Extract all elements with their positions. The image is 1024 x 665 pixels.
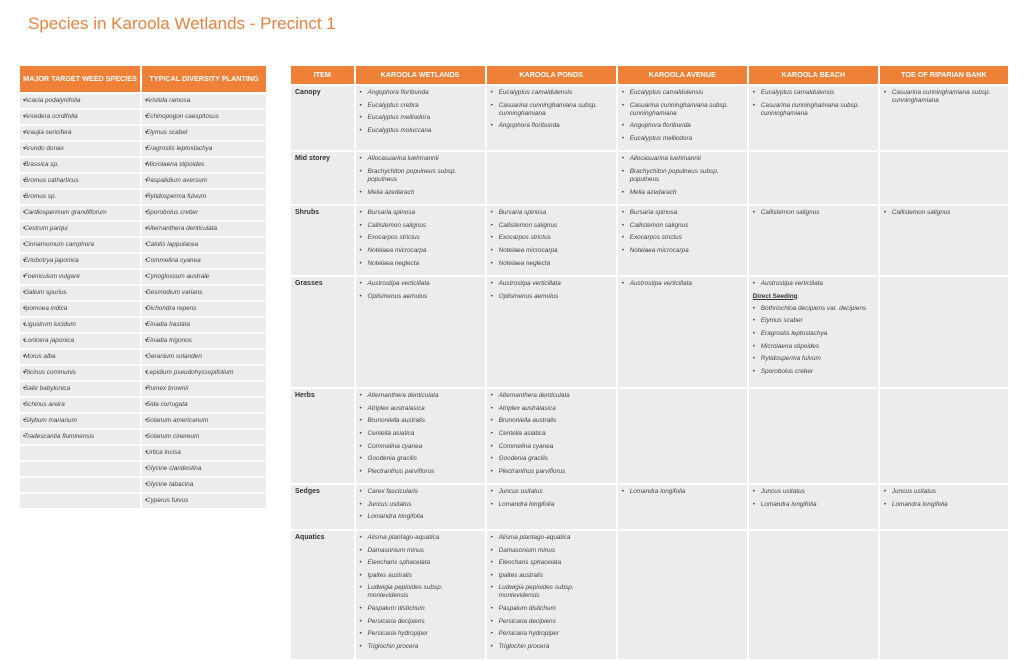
- header-karoola-beach: KAROOLA BEACH: [749, 66, 878, 84]
- weed-species-cell: • Bromus catharticus: [20, 174, 140, 188]
- weed-species-cell: • Cinnamomum camphora: [20, 238, 140, 252]
- weed-species-cell: • Bromus sp.: [20, 190, 140, 204]
- weed-species-cell: • Eriobotrya japonica: [20, 254, 140, 268]
- species-list: [884, 488, 1004, 509]
- cell-avenue: [618, 389, 747, 483]
- weed-species-cell: • Anredera cordifolia: [20, 110, 140, 124]
- cell-wetlands: [356, 152, 485, 204]
- cell-avenue: [618, 485, 747, 529]
- weed-species-cell: • Cestrum parqui: [20, 222, 140, 236]
- planting-species-cell: • Geranium solanderi: [142, 350, 266, 364]
- cell-ponds: [487, 389, 616, 483]
- list-item: • Carex fascicularis: [360, 488, 481, 496]
- cell-beach: [749, 86, 878, 150]
- list-item: • Casuarina cunninghamiana subsp. cunninghamiana: [753, 102, 874, 118]
- planting-species-cell: • Paspalidium aversum: [142, 174, 266, 188]
- planting-species-cell: • Glycine clandestina: [142, 462, 266, 476]
- table-row: [20, 126, 266, 140]
- list-item: • Eucalyptus crebra: [360, 102, 481, 110]
- weed-species-cell: • Acacia podalyriifolia: [20, 94, 140, 108]
- list-item: • Callistemon salignus: [360, 222, 481, 230]
- cell-beach: [749, 531, 878, 659]
- list-item: • Damasonium minus: [491, 547, 612, 555]
- planting-species-cell: • Elymus scaber: [142, 126, 266, 140]
- list-item: • Sporobolus creber: [753, 368, 874, 376]
- species-list: [491, 488, 612, 509]
- list-item: • Brachychiton populneus subsp. populneus: [622, 168, 743, 184]
- list-item: • Allocasuarina luehmannii: [622, 155, 743, 163]
- list-item: • Microlaena stipoides: [753, 343, 874, 351]
- species-table: [289, 64, 1010, 661]
- table-row: [20, 318, 266, 332]
- cell-riparian: [880, 277, 1008, 387]
- list-item: • Juncus usitatus: [491, 488, 612, 496]
- cell-beach: [749, 485, 878, 529]
- table-row: [20, 94, 266, 108]
- header-karoola-avenue: KAROOLA AVENUE: [618, 66, 747, 84]
- cell-avenue: [618, 152, 747, 204]
- list-item: • Notelaea neglecta: [360, 260, 481, 268]
- weed-species-cell: • Cardiospermum grandiflorum: [20, 206, 140, 220]
- weed-species-cell: • Morus alba: [20, 350, 140, 364]
- list-item: • Atriplex australasica: [360, 405, 481, 413]
- item-label: Aquatics: [291, 531, 354, 659]
- list-item: • Paspalum distichum: [491, 605, 612, 613]
- list-item: • Lomandra longifolia: [884, 501, 1004, 509]
- cell-avenue: [618, 86, 747, 150]
- list-item: • Plectranthus parviflorus: [491, 468, 612, 476]
- item-label: Canopy: [291, 86, 354, 150]
- cell-beach: [749, 277, 878, 387]
- cell-beach: [749, 206, 878, 275]
- weed-species-cell: • Araujia sericifera: [20, 126, 140, 140]
- cell-avenue: [618, 531, 747, 659]
- list-item: • Atriplex australasica: [491, 405, 612, 413]
- planting-species-cell: • Solanum cinereum: [142, 430, 266, 444]
- cell-ponds: [487, 206, 616, 275]
- cell-riparian: [880, 531, 1008, 659]
- table-row: [20, 446, 266, 460]
- list-item: • Callistemon salignus: [491, 222, 612, 230]
- species-list: [491, 89, 612, 130]
- list-item: • Angophora floribunda: [491, 122, 612, 130]
- species-list: [622, 89, 743, 143]
- item-label: Shrubs: [291, 206, 354, 275]
- weed-species-cell: • Galium spurius: [20, 286, 140, 300]
- list-item: • Juncus usitatus: [884, 488, 1004, 496]
- planting-species-cell: • Rumex brownii: [142, 382, 266, 396]
- list-item: • Rytidosperma fulvum: [753, 355, 874, 363]
- list-item: • Goodenia gracilis: [360, 455, 481, 463]
- weed-species-cell: [20, 462, 140, 476]
- cell-wetlands: [356, 531, 485, 659]
- cell-ponds: [487, 485, 616, 529]
- planting-species-cell: • Cynoglossum australe: [142, 270, 266, 284]
- list-item: • Bursaria spinosa: [491, 209, 612, 217]
- header-karoola-wetlands: KAROOLA WETLANDS: [356, 66, 485, 84]
- species-list: [360, 155, 481, 196]
- cell-avenue: [618, 206, 747, 275]
- species-list: [360, 392, 481, 476]
- list-item: • Notelaea neglecta: [491, 260, 612, 268]
- planting-species-cell: • Urtica incisa: [142, 446, 266, 460]
- list-item: • Alternanthera denticulata: [491, 392, 612, 400]
- planting-species-cell: • Cyperus fulvus: [142, 494, 266, 508]
- list-item: • Ludwigia peploides subsp. montevidensis: [360, 584, 481, 600]
- planting-species-cell: • Sida corrugata: [142, 398, 266, 412]
- table-row: [20, 286, 266, 300]
- table-row: [291, 152, 1008, 204]
- cell-ponds: [487, 86, 616, 150]
- list-item: • Lomandra longifolia: [360, 513, 481, 521]
- weed-species-cell: • Lonicera japonica: [20, 334, 140, 348]
- list-item: • Bursaria spinosa: [622, 209, 743, 217]
- item-label: Mid storey: [291, 152, 354, 204]
- planting-species-cell: • Glycine tabacina: [142, 478, 266, 492]
- list-item: • Juncus usitatus: [753, 488, 874, 496]
- weed-species-cell: [20, 446, 140, 460]
- cell-wetlands: [356, 206, 485, 275]
- list-item: • Notelaea microcarpa: [491, 247, 612, 255]
- cell-avenue: [618, 277, 747, 387]
- planting-species-cell: • Sporobolus creber: [142, 206, 266, 220]
- weed-species-cell: • Tradescantia fluminensis: [20, 430, 140, 444]
- table-row: [20, 254, 266, 268]
- cell-riparian: [880, 86, 1008, 150]
- list-item: • Eucalyptus moluccana: [360, 127, 481, 135]
- list-item: • Bothriochloa decipiens var. decipiens: [753, 305, 874, 313]
- species-list: [622, 488, 743, 496]
- species-list: [491, 534, 612, 651]
- list-item: • Plectranthus parviflorus: [360, 468, 481, 476]
- cell-ponds: [487, 531, 616, 659]
- cell-riparian: [880, 152, 1008, 204]
- list-item: • Persicaria decipiens: [491, 618, 612, 626]
- header-weed-species: MAJOR TARGET WEED SPECIES: [20, 66, 140, 92]
- cell-riparian: [880, 485, 1008, 529]
- list-item: • Casuarina cunninghamiana subsp. cunninghamiana: [622, 102, 743, 118]
- table-row: [291, 206, 1008, 275]
- weed-species-cell: • Salix babylonica: [20, 382, 140, 396]
- table-row: [20, 494, 266, 508]
- table-row: [20, 158, 266, 172]
- table-row: [20, 222, 266, 236]
- list-item: • Commelina cyanea: [491, 443, 612, 451]
- list-item: • Bursaria spinosa: [360, 209, 481, 217]
- planting-species-cell: • Calotis lappulacea: [142, 238, 266, 252]
- list-item: • Triglochin procera: [491, 643, 612, 651]
- table-row: [291, 277, 1008, 387]
- planting-species-cell: • Einadia hastata: [142, 318, 266, 332]
- direct-seeding-list: [753, 305, 874, 376]
- weed-planting-table: [18, 64, 268, 510]
- table-row: [20, 350, 266, 364]
- header-item: ITEM: [291, 66, 354, 84]
- planting-species-cell: • Einadia trigonos: [142, 334, 266, 348]
- list-item: • Casuarina cunninghamiana subsp. cunninghamiana: [491, 102, 612, 118]
- list-item: • Brachychiton populneus subsp. populneus: [360, 168, 481, 184]
- header-karoola-ponds: KAROOLA PONDS: [487, 66, 616, 84]
- table-row: [20, 366, 266, 380]
- species-list: [360, 209, 481, 267]
- list-item: • Notelaea microcarpa: [622, 247, 743, 255]
- page-title: Species in Karoola Wetlands - Precinct 1: [28, 14, 336, 33]
- list-item: • Oplismenus aemulus: [491, 293, 612, 301]
- weed-species-cell: • Ligustrum lucidum: [20, 318, 140, 332]
- list-item: • Melia azedarach: [360, 189, 481, 197]
- list-item: • Persicaria hydropiper: [491, 630, 612, 638]
- table-row: [291, 389, 1008, 483]
- table-row: [20, 478, 266, 492]
- table-row: [20, 414, 266, 428]
- table-row: [291, 86, 1008, 150]
- table-row: [20, 398, 266, 412]
- list-item: • Elymus scaber: [753, 317, 874, 325]
- list-item: • Notelaea microcarpa: [360, 247, 481, 255]
- list-item: • Austrostipa verticillata: [360, 280, 481, 288]
- species-list: [360, 280, 481, 301]
- species-list: [491, 280, 612, 301]
- list-item: • Melia azedarach: [622, 189, 743, 197]
- weed-species-cell: • Foeniculum vulgare: [20, 270, 140, 284]
- list-item: • Exocarpos strictus: [622, 234, 743, 242]
- species-list: [622, 280, 743, 288]
- list-item: • Centella asiatica: [491, 430, 612, 438]
- cell-wetlands: [356, 277, 485, 387]
- table-row: [20, 334, 266, 348]
- list-item: • Eucalyptus camaldulensis: [622, 89, 743, 97]
- list-item: • Triglochin procera: [360, 643, 481, 651]
- list-item: • Centella asiatica: [360, 430, 481, 438]
- planting-species-cell: • Alternanthera denticulata: [142, 222, 266, 236]
- cell-riparian: [880, 389, 1008, 483]
- item-label: Sedges: [291, 485, 354, 529]
- list-item: • Callistemon salignus: [622, 222, 743, 230]
- planting-species-cell: • Lepidium pseudohyssopifolium: [142, 366, 266, 380]
- planting-species-cell: • Desmodium varians: [142, 286, 266, 300]
- item-label: Herbs: [291, 389, 354, 483]
- list-item: • Eleocharis sphacelata: [491, 559, 612, 567]
- list-item: • Lomandra longifolia: [491, 501, 612, 509]
- table-row: [20, 142, 266, 156]
- list-item: • Eucalyptus camaldulensis: [491, 89, 612, 97]
- list-item: • Alisma plantago-aquatica: [491, 534, 612, 542]
- list-item: • Alternanthera denticulata: [360, 392, 481, 400]
- direct-seeding-heading: Direct Seeding: [752, 292, 798, 300]
- list-item: • Ipaltes australis: [491, 572, 612, 580]
- weed-species-cell: • Arundo donax: [20, 142, 140, 156]
- table-row: [20, 238, 266, 252]
- weed-species-cell: • Ricinus communis: [20, 366, 140, 380]
- list-item: • Eucalyptus melliodora: [360, 114, 481, 122]
- list-item: • Goodenia gracilis: [491, 455, 612, 463]
- weed-species-cell: • Brassica sp.: [20, 158, 140, 172]
- list-item: • Persicaria hydropiper: [360, 630, 481, 638]
- species-list: [360, 89, 481, 135]
- species-list: [491, 392, 612, 476]
- table-row: [20, 206, 266, 220]
- list-item: • Oplismenus aemulus: [360, 293, 481, 301]
- header-diversity-planting: TYPICAL DIVERSITY PLANTING: [142, 66, 266, 92]
- species-list: [622, 209, 743, 255]
- species-list: [884, 209, 1004, 217]
- species-list: [753, 89, 874, 118]
- list-item: • Lomandra longifolia: [753, 501, 874, 509]
- species-list: [753, 209, 874, 217]
- cell-wetlands: [356, 86, 485, 150]
- header-toe-riparian-bank: TOE OF RIPARIAN BANK: [880, 66, 1008, 84]
- cell-wetlands: [356, 389, 485, 483]
- table-row: [20, 190, 266, 204]
- table-row: [20, 430, 266, 444]
- table-row: [20, 174, 266, 188]
- list-item: • Eucalyptus camaldulensis: [753, 89, 874, 97]
- species-list: [753, 488, 874, 509]
- table-row: [291, 531, 1008, 659]
- list-item: • Eragrostis leptostachya: [753, 330, 874, 338]
- list-item: • Allocasuarina luehmannii: [360, 155, 481, 163]
- cell-riparian: [880, 206, 1008, 275]
- list-item: • Brunoniella australis: [491, 417, 612, 425]
- species-list: [360, 534, 481, 651]
- list-item: • Damasonium minus: [360, 547, 481, 555]
- species-list: [753, 280, 874, 288]
- list-item: • Paspalum distichum: [360, 605, 481, 613]
- planting-species-cell: • Eragrostis leptostachya: [142, 142, 266, 156]
- cell-ponds: [487, 152, 616, 204]
- weed-species-cell: • Silybum marianum: [20, 414, 140, 428]
- cell-ponds: [487, 277, 616, 387]
- planting-species-cell: • Dichondra repens: [142, 302, 266, 316]
- list-item: • Angophora floribunda: [360, 89, 481, 97]
- cell-beach: [749, 152, 878, 204]
- planting-species-cell: • Commelina cyanea: [142, 254, 266, 268]
- species-list: [360, 488, 481, 521]
- weed-species-cell: [20, 478, 140, 492]
- weed-species-cell: • Schinus areira: [20, 398, 140, 412]
- list-item: • Angophora floribunda: [622, 122, 743, 130]
- list-item: • Exocarpos strictus: [491, 234, 612, 242]
- list-item: • Ludwigia peploides subsp. montevidensis: [491, 584, 612, 600]
- list-item: • Exocarpos strictus: [360, 234, 481, 242]
- species-list: [622, 155, 743, 196]
- species-list: [884, 89, 1004, 105]
- cell-wetlands: [356, 485, 485, 529]
- list-item: • Persicaria decipiens: [360, 618, 481, 626]
- list-item: • Eleocharis sphacelata: [360, 559, 481, 567]
- planting-species-cell: • Echinopogon caespitosus: [142, 110, 266, 124]
- list-item: • Austrostipa verticillata: [753, 280, 874, 288]
- list-item: • Austrostipa verticillata: [491, 280, 612, 288]
- list-item: • Ipaltes australis: [360, 572, 481, 580]
- list-item: • Austrostipa verticillata: [622, 280, 743, 288]
- species-list: [491, 209, 612, 267]
- list-item: • Alisma plantago-aquatica: [360, 534, 481, 542]
- table-row: [291, 485, 1008, 529]
- weed-species-cell: • Ipomoea indica: [20, 302, 140, 316]
- item-label: Grasses: [291, 277, 354, 387]
- table-row: [20, 110, 266, 124]
- planting-species-cell: • Aristida ramosa: [142, 94, 266, 108]
- list-item: • Commelina cyanea: [360, 443, 481, 451]
- cell-beach: [749, 389, 878, 483]
- planting-species-cell: • Rytidosperma fulvum: [142, 190, 266, 204]
- planting-species-cell: • Microlaena stipoides: [142, 158, 266, 172]
- list-item: • Eucalyptus melliodora: [622, 135, 743, 143]
- list-item: • Brunoniella australis: [360, 417, 481, 425]
- table-row: [20, 462, 266, 476]
- weed-species-cell: [20, 494, 140, 508]
- list-item: • Callistemon salignus: [884, 209, 1004, 217]
- list-item: • Juncus usitatus: [360, 501, 481, 509]
- planting-species-cell: • Solanum americanum: [142, 414, 266, 428]
- list-item: • Casuarina cunninghamiana subsp. cunninghamiana: [884, 89, 1004, 105]
- table-row: [20, 302, 266, 316]
- table-row: [20, 382, 266, 396]
- list-item: • Callistemon salignus: [753, 209, 874, 217]
- table-row: [20, 270, 266, 284]
- list-item: • Lomandra longifolia: [622, 488, 743, 496]
